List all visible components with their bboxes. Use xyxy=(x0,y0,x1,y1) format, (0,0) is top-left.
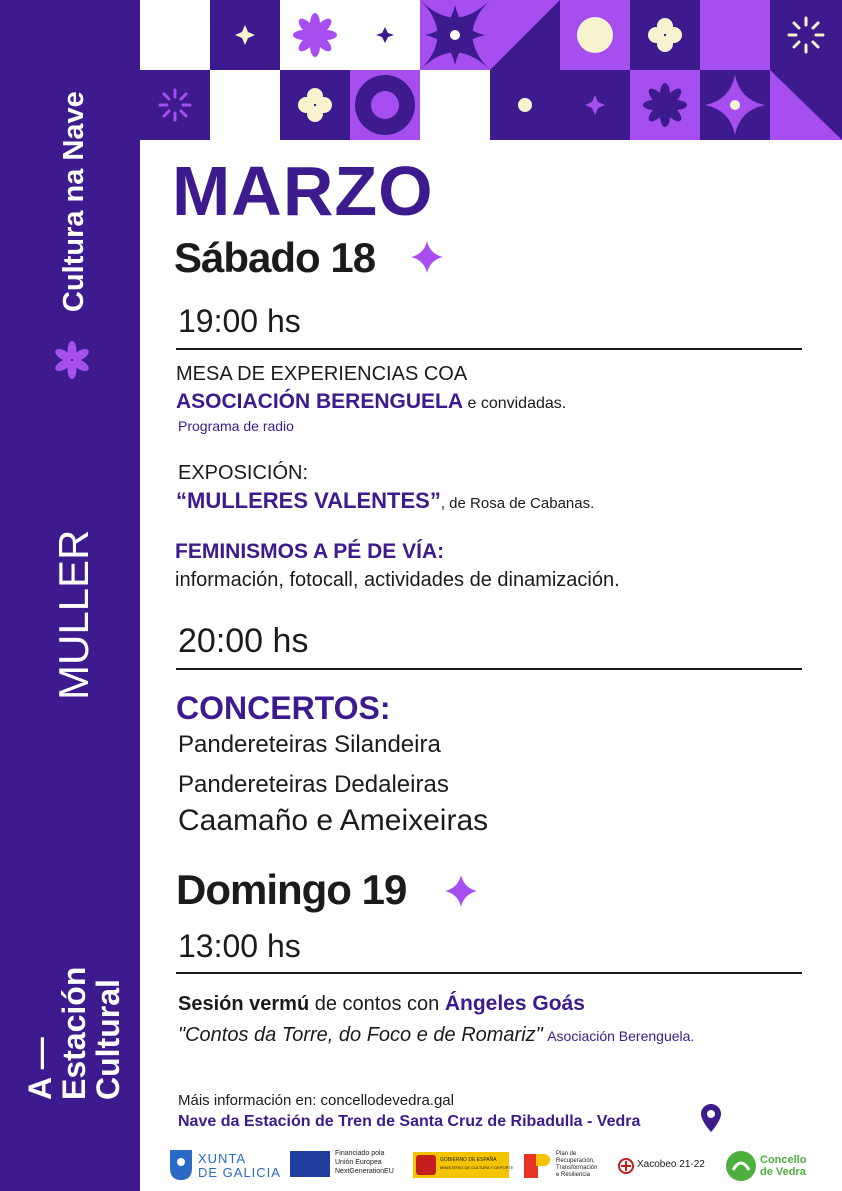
item1-line2 xyxy=(176,390,566,414)
series-title: Cultura na Nave xyxy=(58,91,90,312)
item1-highlight: ASOCIACIÓN BERENGUELA xyxy=(176,390,464,413)
concert-act: Caamaño e Ameixeiras xyxy=(178,804,489,837)
brand-line1: Estación xyxy=(56,966,92,1100)
item2-line2 xyxy=(176,488,594,514)
plan-line4: e Resiliencia xyxy=(556,1172,591,1178)
item1-line1: MESA DE EXPERIENCIAS COA xyxy=(176,363,468,385)
concerts-heading: CONCERTOS: xyxy=(176,690,391,726)
xunta-logo-icon xyxy=(170,1150,192,1180)
item2-highlight: “MULLERES VALENTES” xyxy=(176,488,441,513)
eu-flag-icon xyxy=(290,1151,330,1177)
xacobeo-text: Xacobeo 21-22 xyxy=(637,1159,705,1170)
item3-line2: información, fotocall, actividades de dinamización. xyxy=(175,569,620,591)
month-title: MARZO xyxy=(172,152,434,230)
coat-of-arms-icon xyxy=(416,1155,436,1175)
day2-item1-bold: Sesión vermú xyxy=(178,993,310,1015)
day1-title: Sábado 18 xyxy=(174,234,376,281)
flower-icon xyxy=(293,13,337,57)
day2-time1: 13:00 hs xyxy=(178,928,301,964)
sidebar xyxy=(0,0,140,1191)
location-pin-icon xyxy=(701,1104,721,1132)
gov-line2: MINISTERIO DE CULTURA Y DEPORTE xyxy=(440,1165,514,1170)
sparkle-icon xyxy=(410,240,444,274)
program-title: MULLER xyxy=(50,529,97,700)
sponsor-logos xyxy=(170,1148,820,1184)
day2-item1-mid: de contos con xyxy=(314,993,440,1015)
divider xyxy=(176,972,802,974)
xunta-line1: XUNTA xyxy=(198,1151,247,1166)
day2-item1-note: Asociación Berenguela. xyxy=(547,1028,695,1044)
day2-item1-line2 xyxy=(178,1024,694,1047)
plan-logo-icon xyxy=(522,1152,552,1180)
day1-time1: 19:00 hs xyxy=(178,303,301,339)
day2-item1-line1 xyxy=(178,992,585,1016)
item3-highlight: FEMINISMOS A PÉ DE VÍA: xyxy=(175,540,445,563)
brand-prefix: A — xyxy=(22,1037,58,1100)
item2-line1: EXPOSICIÓN: xyxy=(178,462,309,484)
venue: Nave da Estación de Tren de Santa Cruz de Ribadulla - Vedra xyxy=(178,1113,641,1130)
xunta-line2: DE GALICIA xyxy=(198,1165,281,1180)
xacobeo-logo-icon xyxy=(618,1158,634,1174)
gov-line1: GOBIERNO DE ESPAÑA xyxy=(440,1157,497,1163)
concert-act: Pandereteiras Dedaleiras xyxy=(178,771,449,798)
day1-time2: 20:00 hs xyxy=(178,622,309,660)
concello-line2: de Vedra xyxy=(760,1166,806,1178)
concello-logo-icon xyxy=(725,1150,757,1182)
sparkle-icon xyxy=(444,874,478,908)
divider xyxy=(176,668,802,670)
item2-suffix: , de Rosa de Cabanas. xyxy=(440,495,595,512)
day2-item1-highlight: Ángeles Goás xyxy=(444,992,585,1015)
eu-line2: Unión Europea xyxy=(335,1159,382,1166)
concert-act: Pandereteiras Silandeira xyxy=(178,731,441,758)
day2-item1-italic: "Contos da Torre, do Foco e de Romariz" xyxy=(178,1024,543,1046)
item1-note: Programa de radio xyxy=(178,418,294,434)
brand-line2: Cultural xyxy=(90,979,126,1100)
item1-suffix: e convidadas. xyxy=(467,395,567,412)
gobierno-logo xyxy=(413,1152,514,1178)
plan-line2: Recuperación, xyxy=(556,1158,595,1164)
plan-line3: Transformación xyxy=(556,1165,598,1171)
day2-title: Domingo 19 xyxy=(176,866,407,913)
eu-line1: Financiado pola xyxy=(335,1150,385,1157)
divider xyxy=(176,348,802,350)
asterisk-icon xyxy=(52,340,92,380)
plan-line1: Plan de xyxy=(556,1151,577,1157)
decorative-pattern xyxy=(140,0,842,140)
concello-line1: Concello xyxy=(760,1154,807,1166)
more-info: Máis información en: concellodevedra.gal xyxy=(178,1092,454,1109)
eu-line3: NextGenerationEU xyxy=(335,1168,394,1175)
